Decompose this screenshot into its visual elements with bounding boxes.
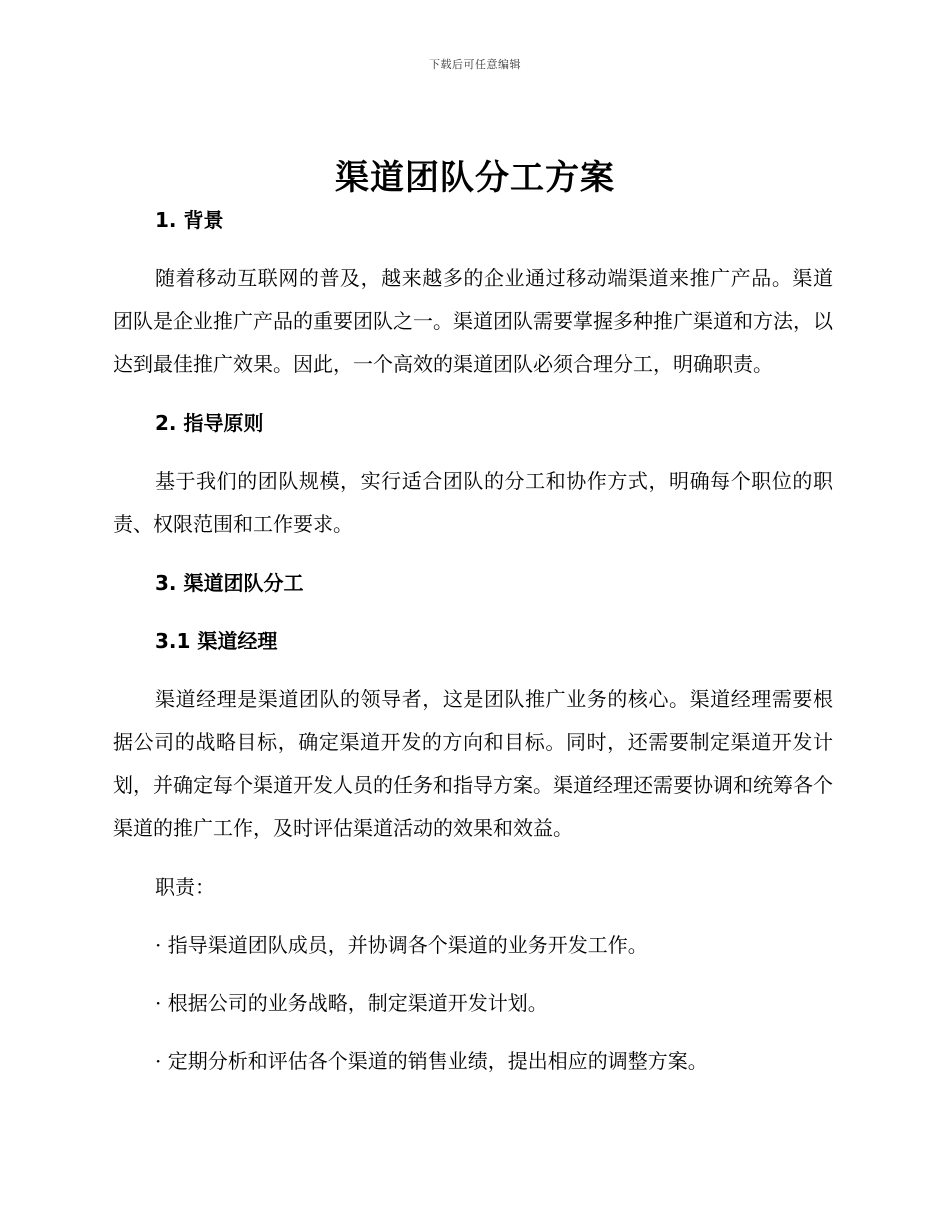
duties-label: 职责： [155, 875, 215, 899]
section-heading-principles: 2. 指导原则 [155, 411, 264, 435]
paragraph-principles: 基于我们的团队规模，实行适合团队的分工和协作方式，明确每个职位的职责、权限范围和工作要求。 [113, 469, 833, 536]
paragraph-background: 随着移动互联网的普及，越来越多的企业通过移动端渠道来推广产品。渠道团队是企业推广产品的重要团队之一。渠道团队需要掌握多种推广渠道和方法，以达到最佳推广效果。因此，一个高效的渠道团队必须合理分工，明确职责。 [113, 266, 833, 376]
document-title: 渠道团队分工方案 [335, 158, 615, 198]
header-note: 下载后可任意编辑 [429, 58, 521, 71]
section-heading-division: 3. 渠道团队分工 [155, 571, 304, 595]
duty-item: · 指导渠道团队成员，并协调各个渠道的业务开发工作。 [155, 933, 648, 957]
duty-item: · 根据公司的业务战略，制定渠道开发计划。 [155, 991, 548, 1015]
document-body [113, 205, 833, 1076]
subsection-heading-manager: 3.1 渠道经理 [155, 629, 278, 653]
paragraph-manager: 渠道经理是渠道团队的领导者，这是团队推广业务的核心。渠道经理需要根据公司的战略目标，确定渠道开发的方向和目标。同时，还需要制定渠道开发计划，并确定每个渠道开发人员的任务和指导方案。渠道经理还需要协调和统筹各个渠道的推广工作，及时评估渠道活动的效果和效益。 [113, 687, 833, 840]
section-heading-background: 1. 背景 [155, 208, 224, 232]
duty-item: · 定期分析和评估各个渠道的销售业绩，提出相应的调整方案。 [155, 1049, 708, 1073]
